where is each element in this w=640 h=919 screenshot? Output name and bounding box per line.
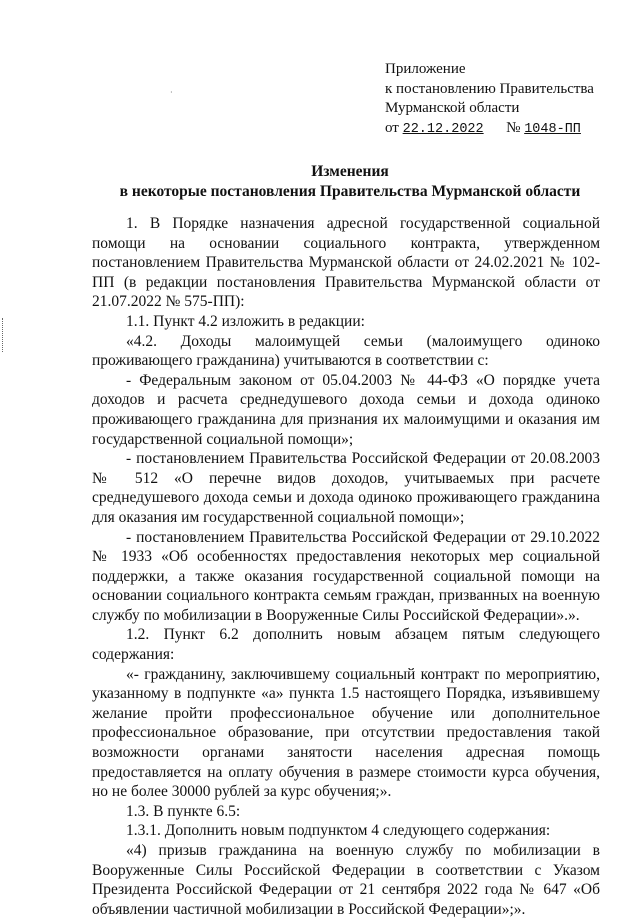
paragraph: - постановлением Правительства Российской Федерации от 29.10.2022 № 1933 «Об особенностях предоставления некоторых мер социальной поддержки, а также оказания государственной социальной помощи на основании социального контракта семьям граждан, призванных на военную службу по мобилизации в Вооруженные Силы Российской Федерации».». xyxy=(92,528,600,624)
paragraph: 1.3.1. Дополнить новым подпунктом 4 следующего содержания: xyxy=(126,822,551,840)
appendix-line-3: Мурманской области xyxy=(385,100,520,116)
appendix-date-line xyxy=(385,119,625,140)
date-prefix: от xyxy=(385,119,399,136)
paragraph: 1.3. В пункте 6.5: xyxy=(126,802,241,820)
paragraph: «4) призыв гражданина на военную службу по мобилизации в Вооруженные Силы Российской Федерации в соответствии с Указом Президента Российской Федерации от 21 сентября 2022 года № 647 «Об объявлении частичной мобилизации в Российской Федерации»;». xyxy=(92,842,600,918)
paragraph: «- гражданину, заключившему социальный контракт по мероприятию, указанному в подпункте «а» пункта 1.5 настоящего Порядка, изъявившему желание пройти профессиональное обучение или дополнительное профессиональное образование, при отсутствии предоставления такой возможности органами занятости населения адресная помощь предоставляется на оплату обучения в размере стоимости курса обучения, но не более 30000 рублей за курс обучения;». xyxy=(92,665,600,801)
appendix-date: 22.12.2022 xyxy=(402,121,484,137)
title-line-1: Изменения xyxy=(311,163,389,180)
paragraph: 1. В Порядке назначения адресной государственной социальной помощи на основании социального контракта, утвержденном постановлением Правительства Мурманской области от 24.02.2021 № 102-ПП (в редакции постановления Правительства Мурманской области от 21.07.2022 № 575-ПП): xyxy=(92,215,600,311)
document-body xyxy=(92,214,600,919)
paragraph: 1.1. Пункт 4.2 изложить в редакции: xyxy=(126,312,365,330)
appendix-line-2: к постановлению Правительства xyxy=(385,80,594,97)
scan-edge-mark xyxy=(2,318,6,352)
appendix-number: 1048-ПП xyxy=(524,121,581,137)
paragraph: - Федеральным законом от 05.04.2003 № 44-ФЗ «О порядке учета доходов и расчета среднедушевого дохода семьи и дохода одиноко проживающего гражданина для признания их малоимущими и оказания им государственной социальной помощи»; xyxy=(92,371,600,448)
appendix-line-1: Приложение xyxy=(385,61,466,77)
number-sign: № xyxy=(506,119,521,136)
paragraph: «4.2. Доходы малоимущей семьи (малоимущего одиноко проживающего гражданина) учитываются в соответствии с: xyxy=(92,332,600,370)
appendix-block xyxy=(385,60,625,139)
scan-speck: · xyxy=(170,88,173,97)
title-line-2: в некоторые постановления Правительства Мурманской области xyxy=(119,183,581,200)
document-title xyxy=(60,162,640,202)
paragraph: 1.2. Пункт 6.2 дополнить новым абзацем пятым следующего содержания: xyxy=(92,626,600,664)
paragraph: - постановлением Правительства Российской Федерации от 20.08.2003 № 512 «О перечне видов доходов, учитываемых при расчете среднедушевого дохода семьи и дохода одиноко проживающего гражданина для оказания им государственной социальной помощи»; xyxy=(92,450,600,526)
